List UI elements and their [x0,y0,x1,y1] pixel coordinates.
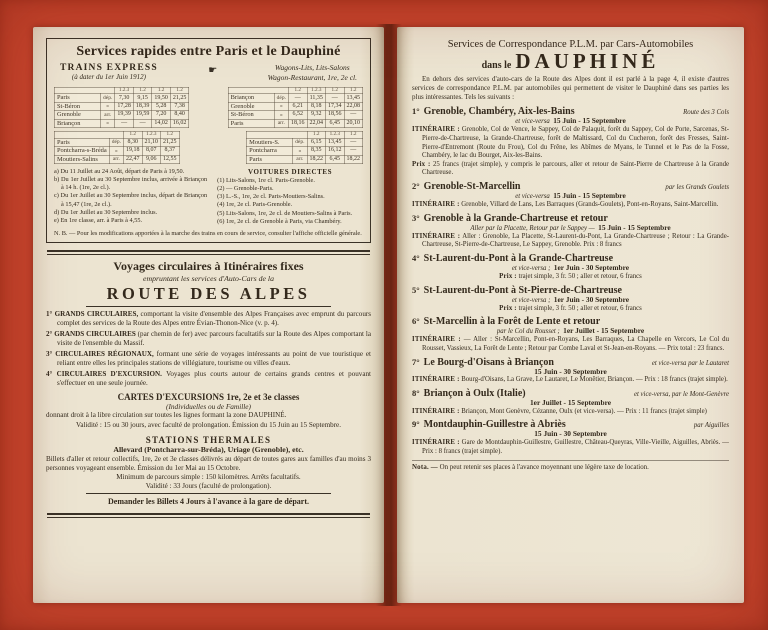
plm-item-dates [412,224,729,233]
timetable-outbound-grenoble [54,87,189,128]
left-page [33,27,384,603]
left-page-title: Services rapides entre Paris et le Dauphiné [76,44,341,59]
plm-item-season: 15 Juin - 30 Septembre [534,366,607,376]
left-page-footer: Demander les Billets 4 Jours à l'avance à la gare de départ. [107,497,310,507]
voiture-directe: (4) 1re, 2e cl. Paris-Grenoble. [217,201,293,209]
plm-item-text: Prix : 25 francs (trajet simple), y compris le parcours, aller et retour de Saint-Pierre de Chartreuse à la Grande Chartreuse. [412,160,730,177]
plm-item-8 [412,388,729,416]
plm-item-text-lead: Prix : [499,304,517,312]
divider-heavy-bottom [47,513,370,518]
plm-item-number: 4° [412,252,420,263]
cartes-excursions-title: CARTES D'EXCURSIONS 1re, 2e et 3e classes [117,392,300,403]
plm-item-side-note: et vice-versa, par le Mont-Genèvre [633,390,729,398]
plm-item-vice-versa: et vice-versa [515,192,554,200]
plm-item-season: 1er Juillet - 15 Septembre [529,397,611,407]
right-page-title: Services de Correspondance P.L.M. par Cars-Automobiles [447,39,694,50]
trains-express-label: TRAINS EXPRESS [60,63,158,73]
timetable-row-paris-moutiers [54,131,363,164]
stations-thermales-body: Billets d'aller et retour collectifs, 1re, 2e et 3e classes délivrés au départ de toutes gares aux familles d'au moins 3 personnes voyageant ensemble. Émission du 1er Mai au 15 Octobre. [46,454,371,472]
plm-item-text: ITINÉRAIRE : Bourg-d'Oisans, La Grave, Le Lautaret, Le Monêtier, Briançon. — Prix : 18 francs (trajet simple). [412,376,728,384]
plm-item-heading [412,213,729,224]
timetable: 1.2.3 1.2 1.2 1.2 Paris dép. 7,30 9,15 19,50 21,25 St-Béron » 17,28 18,39 5,28 7,38 Grenoble arr. 19,39 19,59 7,20 8,40 Briançon » — — 14,02 16,02 [54,87,189,128]
voyages-heading: Voyages circulaires à Itinéraires fixes [113,258,304,273]
plm-item-4 [412,253,729,282]
timetable: 1.2 1.2.3 1.2 Paris dép. 8,30 21,10 21,25 Pontcharra-s-Bréda » 19,18 8,07 8,37 Moutiers-Salins arr. 22,47 9,06 12,55 [54,131,180,164]
plm-item-vice-versa: Aller par la Placette, Retour par le Sappey — [470,224,599,232]
plm-item-text-lead: ITINÉRAIRE : [412,232,461,240]
dauphine-heading [412,51,729,72]
route-item: 4° CIRCULAIRES D'EXCURSION. Voyages plus courts autour de certains grands centres et pouvant s'effectuer en une seule journée. [46,370,371,388]
timetable-row-paris-grenoble [54,87,363,128]
plm-item-5 [412,285,729,314]
dauphine-heading-main: DAUPHINÉ [515,49,660,73]
voyages-subheading: empruntant les services d'Auto-Cars de la [143,273,274,283]
footnote: b) Du 1er Juillet au 30 Septembre inclus, arrivée à Briançon à 14 h. (1re, 2e cl.). [54,176,208,192]
plm-item-season: 1er Juillet - 15 Septembre [563,326,645,336]
plm-item-season: 15 Juin - 15 Septembre [553,190,626,200]
plm-item-side-note: Route des 3 Cols [683,109,729,117]
plm-item-dates [412,264,729,273]
wagons-line1: Wagons-Lits, Lits-Salons [274,63,350,72]
plm-item-number: 7° [412,356,420,367]
plm-item-number: 6° [412,316,420,327]
plm-item-text: Prix : trajet simple, 3 fr. 50 ; aller et retour, 6 francs [499,272,642,280]
divider-thin-2 [86,493,331,494]
plm-item-title: St-Laurent-du-Pont à St-Pierre-de-Chartreuse [423,284,622,296]
right-page [397,27,744,603]
voiture-directe: (3) L.-S., 1re, 2e cl. Paris-Moutiers-Salins. [217,193,325,201]
plm-item-season: 15 Juin - 30 Septembre [534,429,607,439]
plm-item-season: 15 Juin - 15 Septembre [598,222,671,232]
timetable: 1.2 1.2.3 1.2 1.2 Briançon dép. — 11,35 — 13,45 Grenoble » 6,21 8,18 17,34 22,08 St-Béron » 6,52 9,32 18,56 — Paris arr. 18,16 22,04 6,45 20,10 [228,87,363,128]
plm-item-text-lead: Prix : [499,272,517,280]
plm-item-text-lead: ITINÉRAIRE : [412,126,460,134]
route-item: 2° GRANDS CIRCULAIRES (par chemin de fer) avec parcours facultatifs sur la Route des Alpes comportant la visite de l'ensemble du Massif. [46,330,371,348]
timetable-outbound-moutiers [54,131,180,164]
plm-item-text: ITINÉRAIRE : Grenoble, Villard de Lans, Les Barraques (Grands-Goulets), Pont-en-Royans, Saint-Marcellin. [412,200,719,208]
plm-item-text-lead: ITINÉRAIRE : [412,336,461,344]
plm-item-season: 15 Juin - 15 Septembre [553,116,626,126]
timetable: 1.2 1.2.3 1.2 Moutiers-S. dép. 6,15 13,45 — Pontcharra » 8,35 16,12 — Paris arr. 18,22 6,45 18,22 [246,131,363,164]
footnote: c) Du 1er Juillet au 30 Septembre inclus, départ de Briançon à 15,47 (1re, 2e cl.). [54,192,208,208]
plm-item-text-lead: ITINÉRAIRE : [412,407,460,415]
plm-item-text: ITINÉRAIRE : Gare de Montdauphin-Guillestre, Guillestre, Château-Queyras, Ville-Vieille, Aiguilles, Abriès. — Prix : 8 francs (trajet simple). [412,439,729,455]
footnotes-and-cars [54,168,363,226]
footnote: a) Du 11 Juillet au 24 Août, départ de Paris à 19,50. [54,167,185,175]
voiture-directe: (6) 1re, 2e cl. de Grenoble à Paris, via Chambéry. [217,217,342,225]
plm-item-text: ITINÉRAIRE : Grenoble, Col de Vence, le Sappey, Col de Palaquit, forêt du Sappey, Col de Porte, Sarcenas, St-Pierre-de-Chartreuse, la Grande-Chartreuse, forêt de Maltissard, Col du Cucheron, forêt des Fresses, Saint-Pierre-d'Entremont (Route du Frou), Col du Frêne, les Abîmes de Myans, le Tunnel et le Pas de la Fosse, Chambéry, le lac du Bourget, Aix-les-Bains. [412,126,729,160]
route-des-alpes-title: ROUTE DES ALPES [106,283,311,303]
plm-item-title: Le Bourg-d'Oisans à Briançon [423,356,554,368]
stations-thermales-places: Allevard (Pontcharra-sur-Bréda), Uriage (Grenoble), etc. [113,444,304,454]
voitures-directes-title: VOITURES DIRECTES [247,167,333,176]
plm-services-list [412,106,729,456]
dauphine-heading-pre: dans le [481,60,512,71]
plm-item-dates [412,192,729,201]
plm-item-text: ITINÉRAIRE : — Aller : St-Marcellin, Pont-en-Royans, Les Barraques, La Chapelle en Vercors, Le Col du Rousset, Vassieux, La Forêt de Lente ; Retour par Combe Laval et St-Jean-en-Royans. — Prix total : 23 francs. [412,336,729,352]
plm-item-side-note: par les Grands Goulets [665,183,729,191]
voiture-directe: (2) — Grenoble-Paris. [217,185,274,193]
plm-item-title: Montdauphin-Guillestre à Abriès [423,419,566,431]
footnote: e) En 1re classe, arr. à Paris à 4,55. [54,216,143,224]
plm-item-2 [412,181,729,210]
route-item: 1° GRANDS CIRCULAIRES, comportant la visite d'ensemble des Alpes Françaises avec emprunt du parcours complet des services de la Route des Alpes entre Évian-Thonon-Nice (v. p. 4). [46,309,371,327]
nota: Nota. — On peut retenir ses places à l'avance moyennant une légère taxe de location. [412,460,729,473]
route-item-lead: 4° CIRCULAIRES D'EXCURSION. [46,370,167,379]
footnote: d) Du 1er Juillet au 30 Septembre inclus. [54,208,158,216]
route-item-lead: 2° GRANDS CIRCULAIRES [46,330,138,338]
plm-item-dates [412,399,729,408]
plm-item-vice-versa: et vice-versa ; [511,296,554,304]
nota-lead: Nota. — [412,464,438,472]
wagons-line2: Wagon-Restaurant, 1re, 2e cl. [267,72,357,82]
plm-item-7 [412,357,729,385]
route-des-alpes-items [46,310,371,389]
wagons-block [268,63,357,83]
trains-express-subheader [54,63,363,83]
plm-item-dates [412,430,729,439]
plm-item-6 [412,316,729,353]
divider-thin-1 [86,306,331,307]
stations-thermales-validity: Validité : 33 Jours (faculté de prolongation). [145,482,272,491]
timetable-return-grenoble [228,87,363,128]
plm-item-number: 3° [412,212,420,223]
right-page-intro: En dehors des services d'auto-cars de la Route des Alpes dont il est parlé à la page 4, il existe d'autres services de correspondance P.L.M. par automobiles qui permettent de visiter le Dauphiné dans ses parties les plus intéressantes. Tels les suivants : [412,75,729,102]
voitures-directes [217,168,363,226]
plm-item-side-note: et vice-versa par le Lautaret [651,359,729,367]
plm-item-number: 5° [412,284,420,295]
trains-express-box [46,38,371,243]
route-item-lead: 3° CIRCULAIRES RÉGIONAUX, [46,350,157,359]
plm-item-title: Briançon à Oulx (Italie) [423,387,526,399]
voiture-directe: (1) Lits-Salons, 1re cl. Paris-Grenoble. [217,176,315,184]
cartes-excursions-body: donnant droit à la libre circulation sur toutes les lignes formant la zone DAUPHINÉ. [46,411,287,420]
stations-thermales-minimum: Minimum de parcours simple : 150 kilomètres. Arrêts facultatifs. [116,472,301,481]
plm-item-season: 1er Juin - 30 Septembre [553,294,630,304]
plm-item-side-note: par Aiguilles [693,422,729,430]
plm-item-title: Grenoble à la Grande-Chartreuse et retour [423,212,608,224]
plm-item-9 [412,419,729,456]
plm-item-title: Grenoble-St-Marcellin [423,180,521,192]
nota-wrap [412,460,729,473]
plm-item-vice-versa: et vice-versa [515,118,554,126]
plm-item-text-lead: Prix : [412,160,431,168]
plm-item-title: Grenoble, Chambéry, Aix-les-Bains [423,106,575,118]
date-note: (à dater du 1er Juin 1912) [71,73,146,81]
trains-express-block [60,63,158,81]
plm-item-3 [412,213,729,250]
plm-item-text: ITINÉRAIRE : Briançon, Mont Genèvre, Cézanne, Oulx (et vice-versa). — Prix : 11 francs (trajet simple) [412,407,707,415]
divider-heavy-top [47,250,370,255]
plm-item-vice-versa: par le Col du Rousset ; [496,328,564,336]
cartes-excursions-subtitle: (Individuelles ou de Famille) [166,402,251,412]
plm-item-text-lead: ITINÉRAIRE : [412,439,460,447]
footnotes-list [54,168,207,226]
plm-item-vice-versa: et vice-versa ; [511,264,554,272]
plm-item-text-lead: ITINÉRAIRE : [412,376,460,384]
timetables [54,87,363,164]
plm-item-text: ITINÉRAIRE : Aller : Grenoble, La Placette, St-Laurent-du-Pont, La Grande-Chartreuse ; Retour : La Grande-Chartreuse, St-Pierre-de-Chartreuse, Le Sappey, Grenoble. Prix : 8 francs [412,232,729,249]
plm-item-dates [412,296,729,305]
plm-item-number: 1° [412,106,420,117]
plm-item-number: 2° [412,180,420,191]
plm-item-season: 1er Juin - 30 Septembre [553,262,630,272]
plm-item-number: 9° [412,419,420,430]
timetable-return-moutiers [246,131,363,164]
cartes-excursions-validity: Validité : 15 ou 30 jours, avec faculté de prolongation. Émission du 15 Juin au 15 Septembre. [76,420,341,429]
plm-item-1 [412,106,729,178]
voitures-directes-list [217,177,363,226]
plm-item-number: 8° [412,387,420,398]
route-item-lead: 1° GRANDS CIRCULAIRES, [46,309,141,318]
plm-item-text-lead: ITINÉRAIRE : [412,200,460,208]
plm-item-title: St-Marcellin à la Forêt de Lente et retour [423,316,601,328]
plm-item-text: Prix : trajet simple, 3 fr. 50 ; aller et retour, 6 francs [499,304,642,312]
plm-item-title: St-Laurent-du-Pont à la Grande-Chartreuse [423,252,614,264]
pointing-hand-icon: ☛ [208,65,218,76]
voiture-directe: (5) Lits-Salons, 1re, 2e cl. de Moutiers-Salins à Paris. [217,209,353,217]
nb-note: N. B. — Pour les modifications apportées à la marche des trains en cours de service, consulter l'affiche officielle générale. [54,229,362,237]
route-item: 3° CIRCULAIRES RÉGIONAUX, formant une série de voyages intéressants au point de vue touristique et reliant entre elles les principales stations de villégiature, tourisme ou villes d'eaux. [46,350,371,368]
stations-thermales-title: STATIONS THERMALES [145,434,272,445]
